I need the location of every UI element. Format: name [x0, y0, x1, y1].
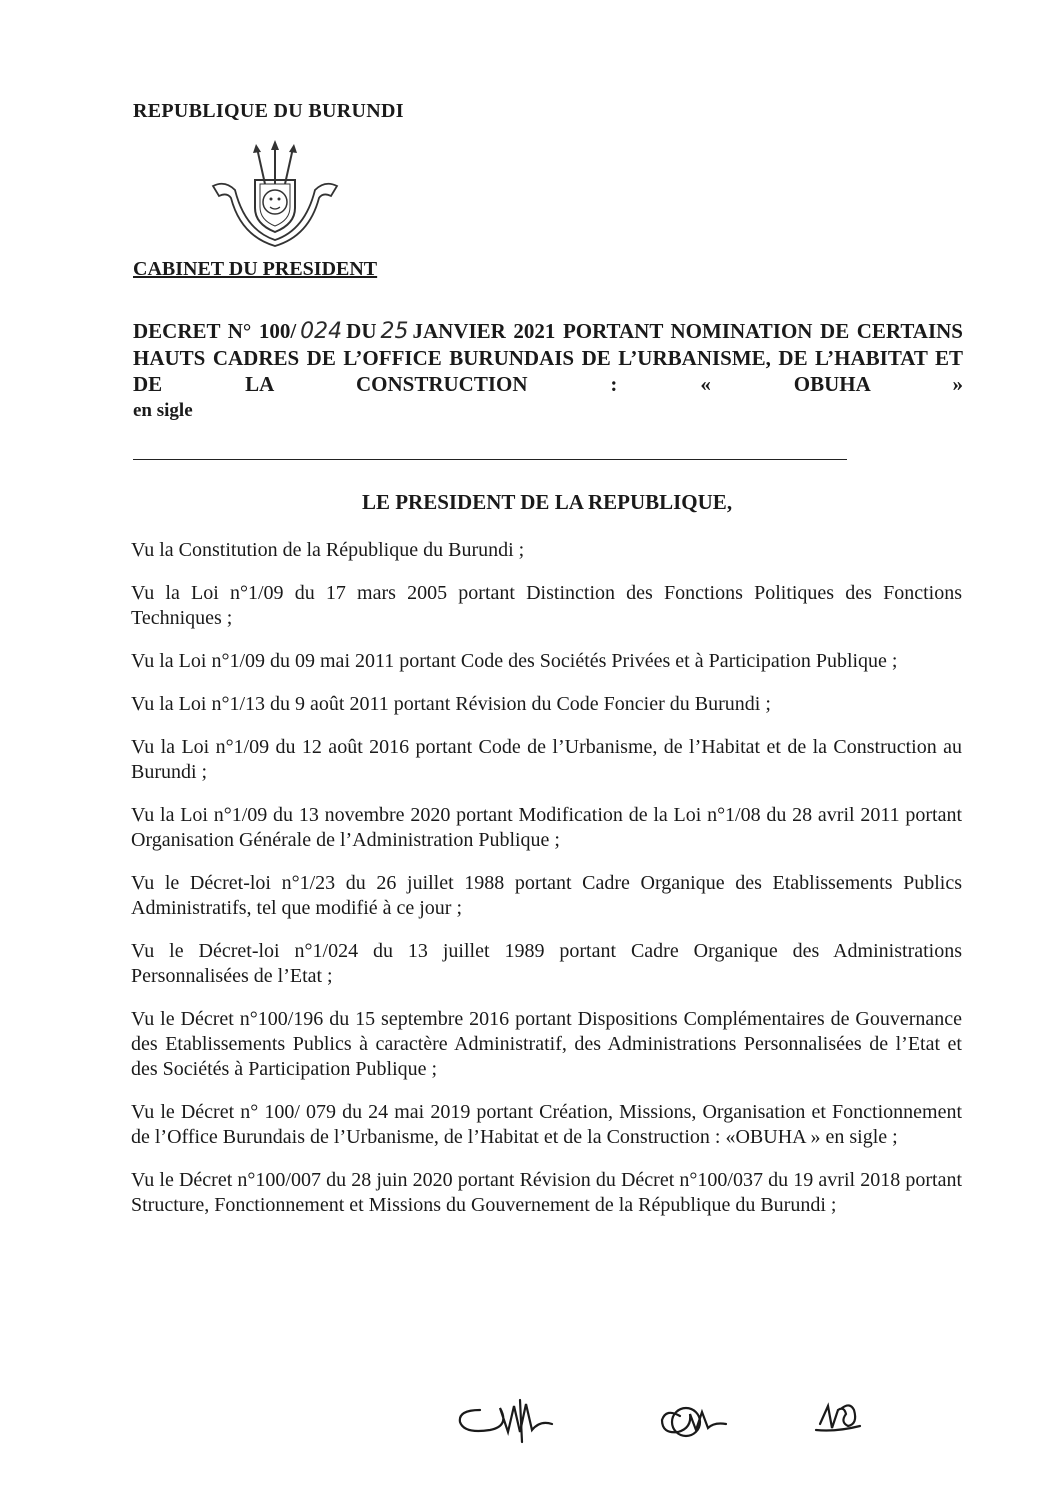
visa-paragraph: Vu le Décret n° 100/ 079 du 24 mai 2019 portant Création, Missions, Organisation et Fonctionnement de l’Office Burundais de l’Urbanisme, de l’Habitat et de la Construction : «OBUHA » en sigle ; [131, 1101, 962, 1148]
visa-paragraph: Vu la Loi n°1/09 du 12 août 2016 portant Code de l’Urbanisme, de l’Habitat et de la Construction au Burundi ; [131, 736, 962, 783]
visa-paragraph: Vu la Loi n°1/13 du 9 août 2011 portant Révision du Code Foncier du Burundi ; [131, 693, 771, 715]
republic-heading: REPUBLIQUE DU BURUNDI [133, 100, 404, 122]
visa-paragraph: Vu le Décret n°100/007 du 28 juin 2020 portant Révision du Décret n°100/037 du 19 avril 2018 portant Structure, Fonctionnement et Missions du Gouvernement de la République du Burundi ; [131, 1169, 962, 1216]
cabinet-heading: CABINET DU PRESIDENT [133, 258, 378, 280]
visa-paragraph: Vu le Décret-loi n°1/23 du 26 juillet 1988 portant Cadre Organique des Etablissements Publics Administratifs, tel que modifié à ce jour ; [131, 872, 962, 919]
president-heading: LE PRESIDENT DE LA REPUBLIQUE, [361, 490, 733, 514]
visa-paragraph: Vu la Loi n°1/09 du 09 mai 2011 portant Code des Sociétés Privées et à Participation Publique ; [131, 650, 898, 672]
visa-paragraph: Vu la Loi n°1/09 du 17 mars 2005 portant Distinction des Fonctions Politiques des Fonctions Techniques ; [131, 582, 962, 629]
decree-prefix: DECRET N° 100/ [133, 319, 297, 343]
visa-paragraph: Vu le Décret-loi n°1/024 du 13 juillet 1989 portant Cadre Organique des Administrations Personnalisées de l’Etat ; [131, 940, 962, 987]
visa-paragraph: Vu la Constitution de la République du Burundi ; [131, 539, 525, 561]
decree-title [133, 318, 963, 397]
decree-day-handwritten: 25 [380, 319, 409, 344]
visa-paragraph: Vu la Loi n°1/09 du 13 novembre 2020 portant Modification de la Loi n°1/08 du 28 avril 2011 portant Organisation Générale de l’Administration Publique ; [131, 804, 962, 851]
decree-subtitle: en sigle [133, 400, 193, 421]
coat-of-arms-icon [205, 140, 345, 250]
decree-du: DU [346, 319, 377, 343]
visas-list [131, 538, 962, 1236]
title-divider [133, 459, 847, 460]
decree-title-rest: JANVIER 2021 PORTANT NOMINATION DE CERTAINS HAUTS CADRES DE L’OFFICE BURUNDAIS DE L’URBANISME, DE L’HABITAT ET DE LA CONSTRUCTION : « OBUHA » [133, 319, 963, 396]
decree-number-handwritten: 024 [300, 319, 343, 344]
visa-paragraph: Vu le Décret n°100/196 du 15 septembre 2016 portant Dispositions Complémentaires de Gouvernance des Etablissements Publics à caractère Administratif, des Administrations Personnalisées de l’Etat et des Sociétés à Participation Publique ; [131, 1008, 962, 1080]
handwritten-initials-icon [440, 1380, 880, 1450]
